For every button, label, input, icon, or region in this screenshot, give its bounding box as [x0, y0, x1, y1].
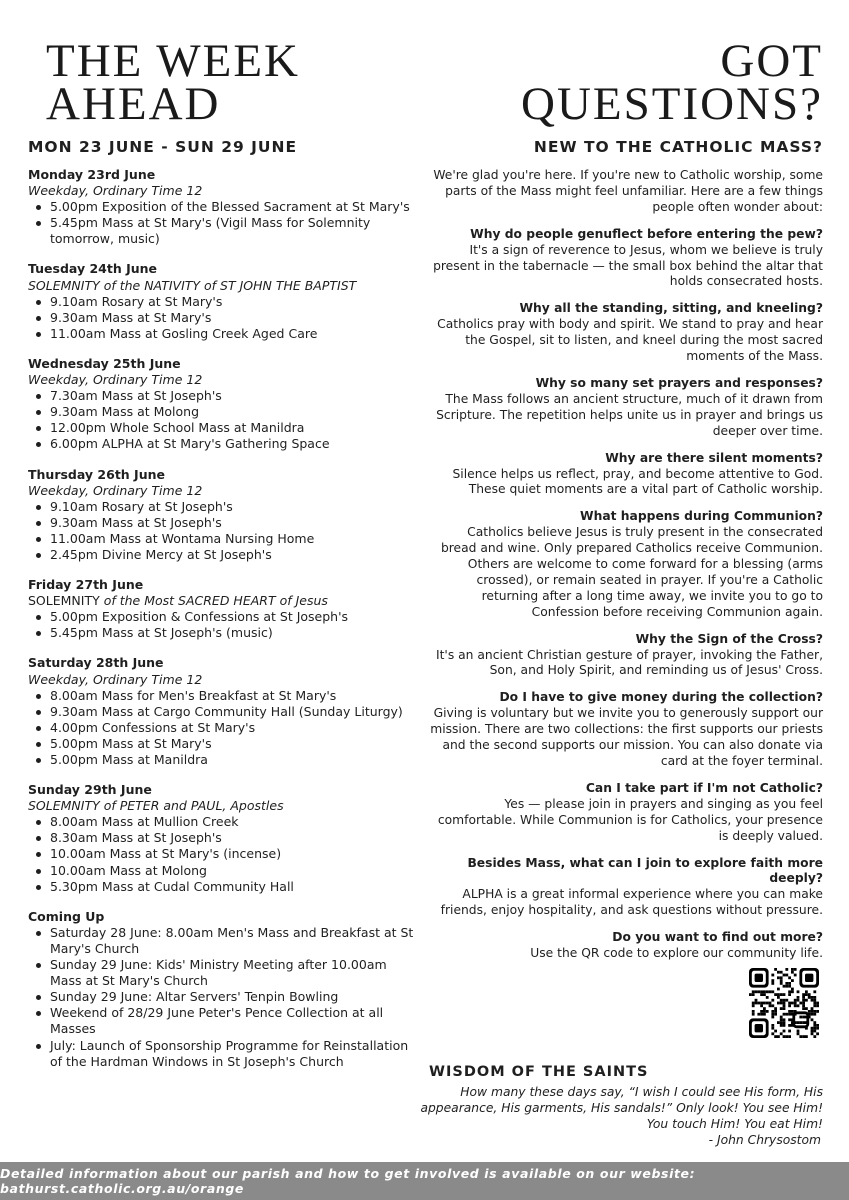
day-name: Thursday 26th June [28, 466, 165, 482]
event-item: 9.10am Rosary at St Mary's [28, 294, 418, 310]
day-name: Friday 27th June [28, 577, 144, 593]
day-block [28, 577, 418, 641]
event-list [28, 199, 418, 247]
event-item: 5.00pm Mass at Manildra [28, 752, 418, 768]
event-list [28, 609, 418, 641]
answer: ALPHA is a great informal experience where you can make friends, enjoy hospitality, and ask questions without pressure. [440, 887, 823, 918]
event-item: July: Launch of Sponsorship Programme for Reinstallation of the Hardman Windows in St Joseph's Church [28, 1038, 418, 1070]
wisdom-of-saints [403, 1062, 823, 1148]
event-list [28, 925, 418, 1070]
question: Why do people genuflect before entering the pew? [470, 226, 823, 241]
event-item: 5.00pm Mass at St Mary's [28, 736, 418, 752]
question: Do I have to give money during the collection? [499, 690, 823, 705]
day-name: Sunday 29th June [28, 782, 152, 798]
qa-block [428, 509, 823, 620]
footer-text: Detailed information about our parish and how to get involved is available on our website: bathurst.catholic.org.au/orange [0, 1166, 696, 1196]
title-line: GOT [720, 35, 823, 87]
answer: Catholics believe Jesus is truly present in the consecrated bread and wine. Only prepared Catholics receive Communion. Others are welcome to come forward for a blessing (arms crossed), or remain seated in prayer. If you're a Catholic returning after a long time away, we invite you to go to Confession before receiving Communion again. [440, 525, 823, 619]
event-list [28, 388, 418, 452]
title-line: QUESTIONS? [521, 78, 823, 130]
liturgical-title: of the Most SACRED HEART of Jesus [99, 593, 328, 609]
event-item: 11.00am Mass at Wontama Nursing Home [28, 531, 418, 547]
liturgical-day [28, 183, 418, 199]
event-item: 12.00pm Whole School Mass at Manildra [28, 420, 418, 436]
qa-block [428, 376, 823, 440]
event-item: Saturday 28 June: 8.00am Men's Mass and Breakfast at St Mary's Church [28, 925, 418, 957]
event-list [28, 294, 418, 342]
qa-block [428, 781, 823, 845]
event-item: 9.30am Mass at Molong [28, 404, 418, 420]
questions-column [428, 137, 823, 1038]
liturgical-rank: SOLEMNITY [28, 593, 100, 609]
event-list [28, 814, 418, 894]
question: Why so many set prayers and responses? [535, 375, 823, 390]
event-item: 5.45pm Mass at St Joseph's (music) [28, 625, 418, 641]
day-list [28, 167, 418, 1070]
event-item: 10.00am Mass at St Mary's (incense) [28, 846, 418, 862]
liturgical-day [28, 593, 418, 609]
qr-code-icon[interactable] [749, 968, 819, 1038]
saints-quote: How many these days say, “I wish I could see His form, His appearance, His garments, His sandals!” Only look! You see Him! You touch Him! You eat Him! [420, 1085, 823, 1131]
event-item: 2.45pm Divine Mercy at St Joseph's [28, 547, 418, 563]
got-questions-title [521, 35, 823, 130]
liturgical-day [28, 278, 418, 294]
day-block [28, 782, 418, 895]
saints-heading: WISDOM OF THE SAINTS [429, 1064, 649, 1080]
intro-paragraph: We're glad you're here. If you're new to Catholic worship, some parts of the Mass might feel unfamiliar. Here are a few things people often wonder about: [433, 168, 823, 214]
schedule-column [28, 137, 418, 1084]
event-item: 7.30am Mass at St Joseph's [28, 388, 418, 404]
liturgical-day [28, 672, 418, 688]
day-block [28, 356, 418, 453]
question: Why all the standing, sitting, and kneeling? [519, 301, 823, 316]
quote-author: - John Chrysostom [708, 1133, 821, 1147]
answer: It's an ancient Christian gesture of prayer, invoking the Father, Son, and Holy Spirit, and reminding us of Jesus' Cross. [435, 647, 823, 678]
event-item: 9.10am Rosary at St Joseph's [28, 499, 418, 515]
event-item: 5.45pm Mass at St Mary's (Vigil Mass for Solemnity tomorrow, music) [28, 215, 418, 247]
event-item: 10.00am Mass at Molong [28, 863, 418, 879]
date-range-heading: MON 23 JUNE - SUN 29 JUNE [28, 138, 298, 156]
event-item: 8.00am Mass at Mullion Creek [28, 814, 418, 830]
question: Besides Mass, what can I join to explore faith more deeply? [467, 855, 823, 886]
day-block [28, 261, 418, 341]
event-item: 9.30am Mass at St Joseph's [28, 515, 418, 531]
qa-block [428, 690, 823, 770]
question: Why are there silent moments? [605, 450, 823, 465]
title-line: AHEAD [46, 78, 221, 130]
event-item: Sunday 29 June: Altar Servers' Tenpin Bowling [28, 989, 418, 1005]
question: Why the Sign of the Cross? [635, 631, 823, 646]
event-item: 5.00pm Exposition of the Blessed Sacrament at St Mary's [28, 199, 418, 215]
new-to-mass-heading: NEW TO THE CATHOLIC MASS? [533, 138, 823, 156]
event-item: Sunday 29 June: Kids' Ministry Meeting after 10.00am Mass at St Mary's Church [28, 957, 418, 989]
answer: Catholics pray with body and spirit. We stand to pray and hear the Gospel, sit to listen, and kneel during the most sacred moments of the Mass. [437, 317, 823, 364]
event-item: 9.30am Mass at St Mary's [28, 310, 418, 326]
event-item: 8.30am Mass at St Joseph's [28, 830, 418, 846]
event-item: 6.00pm ALPHA at St Mary's Gathering Space [28, 436, 418, 452]
liturgical-title: SOLEMNITY of the NATIVITY of ST JOHN THE BAPTIST [28, 277, 357, 293]
event-item: 4.00pm Confessions at St Mary's [28, 720, 418, 736]
answer: It's a sign of reverence to Jesus, whom we believe is truly present in the tabernacle — the small box behind the altar that holds consecrated hosts. [433, 242, 823, 289]
answer: Yes — please join in prayers and singing as you feel comfortable. While Communion is for Catholics, your presence is deeply valued. [437, 796, 823, 843]
qa-block [428, 227, 823, 291]
answer: Silence helps us reflect, pray, and become attentive to God. These quiet moments are a vital part of Catholic worship. [452, 466, 823, 497]
day-name: Coming Up [28, 908, 105, 924]
question: What happens during Communion? [580, 509, 823, 524]
qa-block [428, 930, 823, 962]
liturgical-day [28, 372, 418, 388]
answer: Giving is voluntary but we invite you to generously support our mission. There are two collections: the first supports our priests and the second supports our mission. You can also donate via card at the foyer terminal. [430, 706, 823, 768]
day-name: Monday 23rd June [28, 167, 156, 182]
qa-block [428, 451, 823, 499]
event-list [28, 499, 418, 563]
liturgical-day [28, 798, 418, 814]
liturgical-title: Weekday, Ordinary Time 12 [28, 482, 203, 498]
event-item: 9.30am Mass at Cargo Community Hall (Sunday Liturgy) [28, 704, 418, 720]
liturgical-title: Weekday, Ordinary Time 12 [28, 183, 203, 199]
question: Can I take part if I'm not Catholic? [585, 780, 823, 795]
event-item: 5.30pm Mass at Cudal Community Hall [28, 879, 418, 895]
title-line: THE WEEK [46, 35, 300, 87]
question: Do you want to find out more? [612, 930, 823, 945]
week-ahead-title [46, 35, 300, 130]
liturgical-title: Weekday, Ordinary Time 12 [28, 671, 203, 687]
liturgical-title: Weekday, Ordinary Time 12 [28, 372, 203, 388]
qa-block [428, 632, 823, 680]
qa-block [428, 856, 823, 920]
day-name: Tuesday 24th June [28, 261, 158, 277]
answer: The Mass follows an ancient structure, much of it drawn from Scripture. The repetition helps unite us in prayer and brings us deeper over time. [436, 391, 823, 438]
day-block [28, 467, 418, 564]
day-block [28, 909, 418, 1070]
event-item: Weekend of 28/29 June Peter's Pence Collection at all Masses [28, 1005, 418, 1037]
footer-banner [0, 1162, 849, 1200]
day-name: Wednesday 25th June [28, 355, 181, 371]
event-list [28, 688, 418, 768]
day-name: Saturday 28th June [28, 655, 164, 671]
answer: Use the QR code to explore our community life. [530, 946, 823, 961]
event-item: 5.00pm Exposition & Confessions at St Joseph's [28, 609, 418, 625]
liturgical-day [28, 483, 418, 499]
qa-list [428, 227, 823, 962]
qa-block [428, 301, 823, 365]
event-item: 8.00am Mass for Men's Breakfast at St Mary's [28, 688, 418, 704]
day-block [28, 167, 418, 247]
event-item: 11.00am Mass at Gosling Creek Aged Care [28, 326, 418, 342]
liturgical-title: SOLEMNITY of PETER and PAUL, Apostles [28, 798, 284, 814]
day-block [28, 655, 418, 768]
